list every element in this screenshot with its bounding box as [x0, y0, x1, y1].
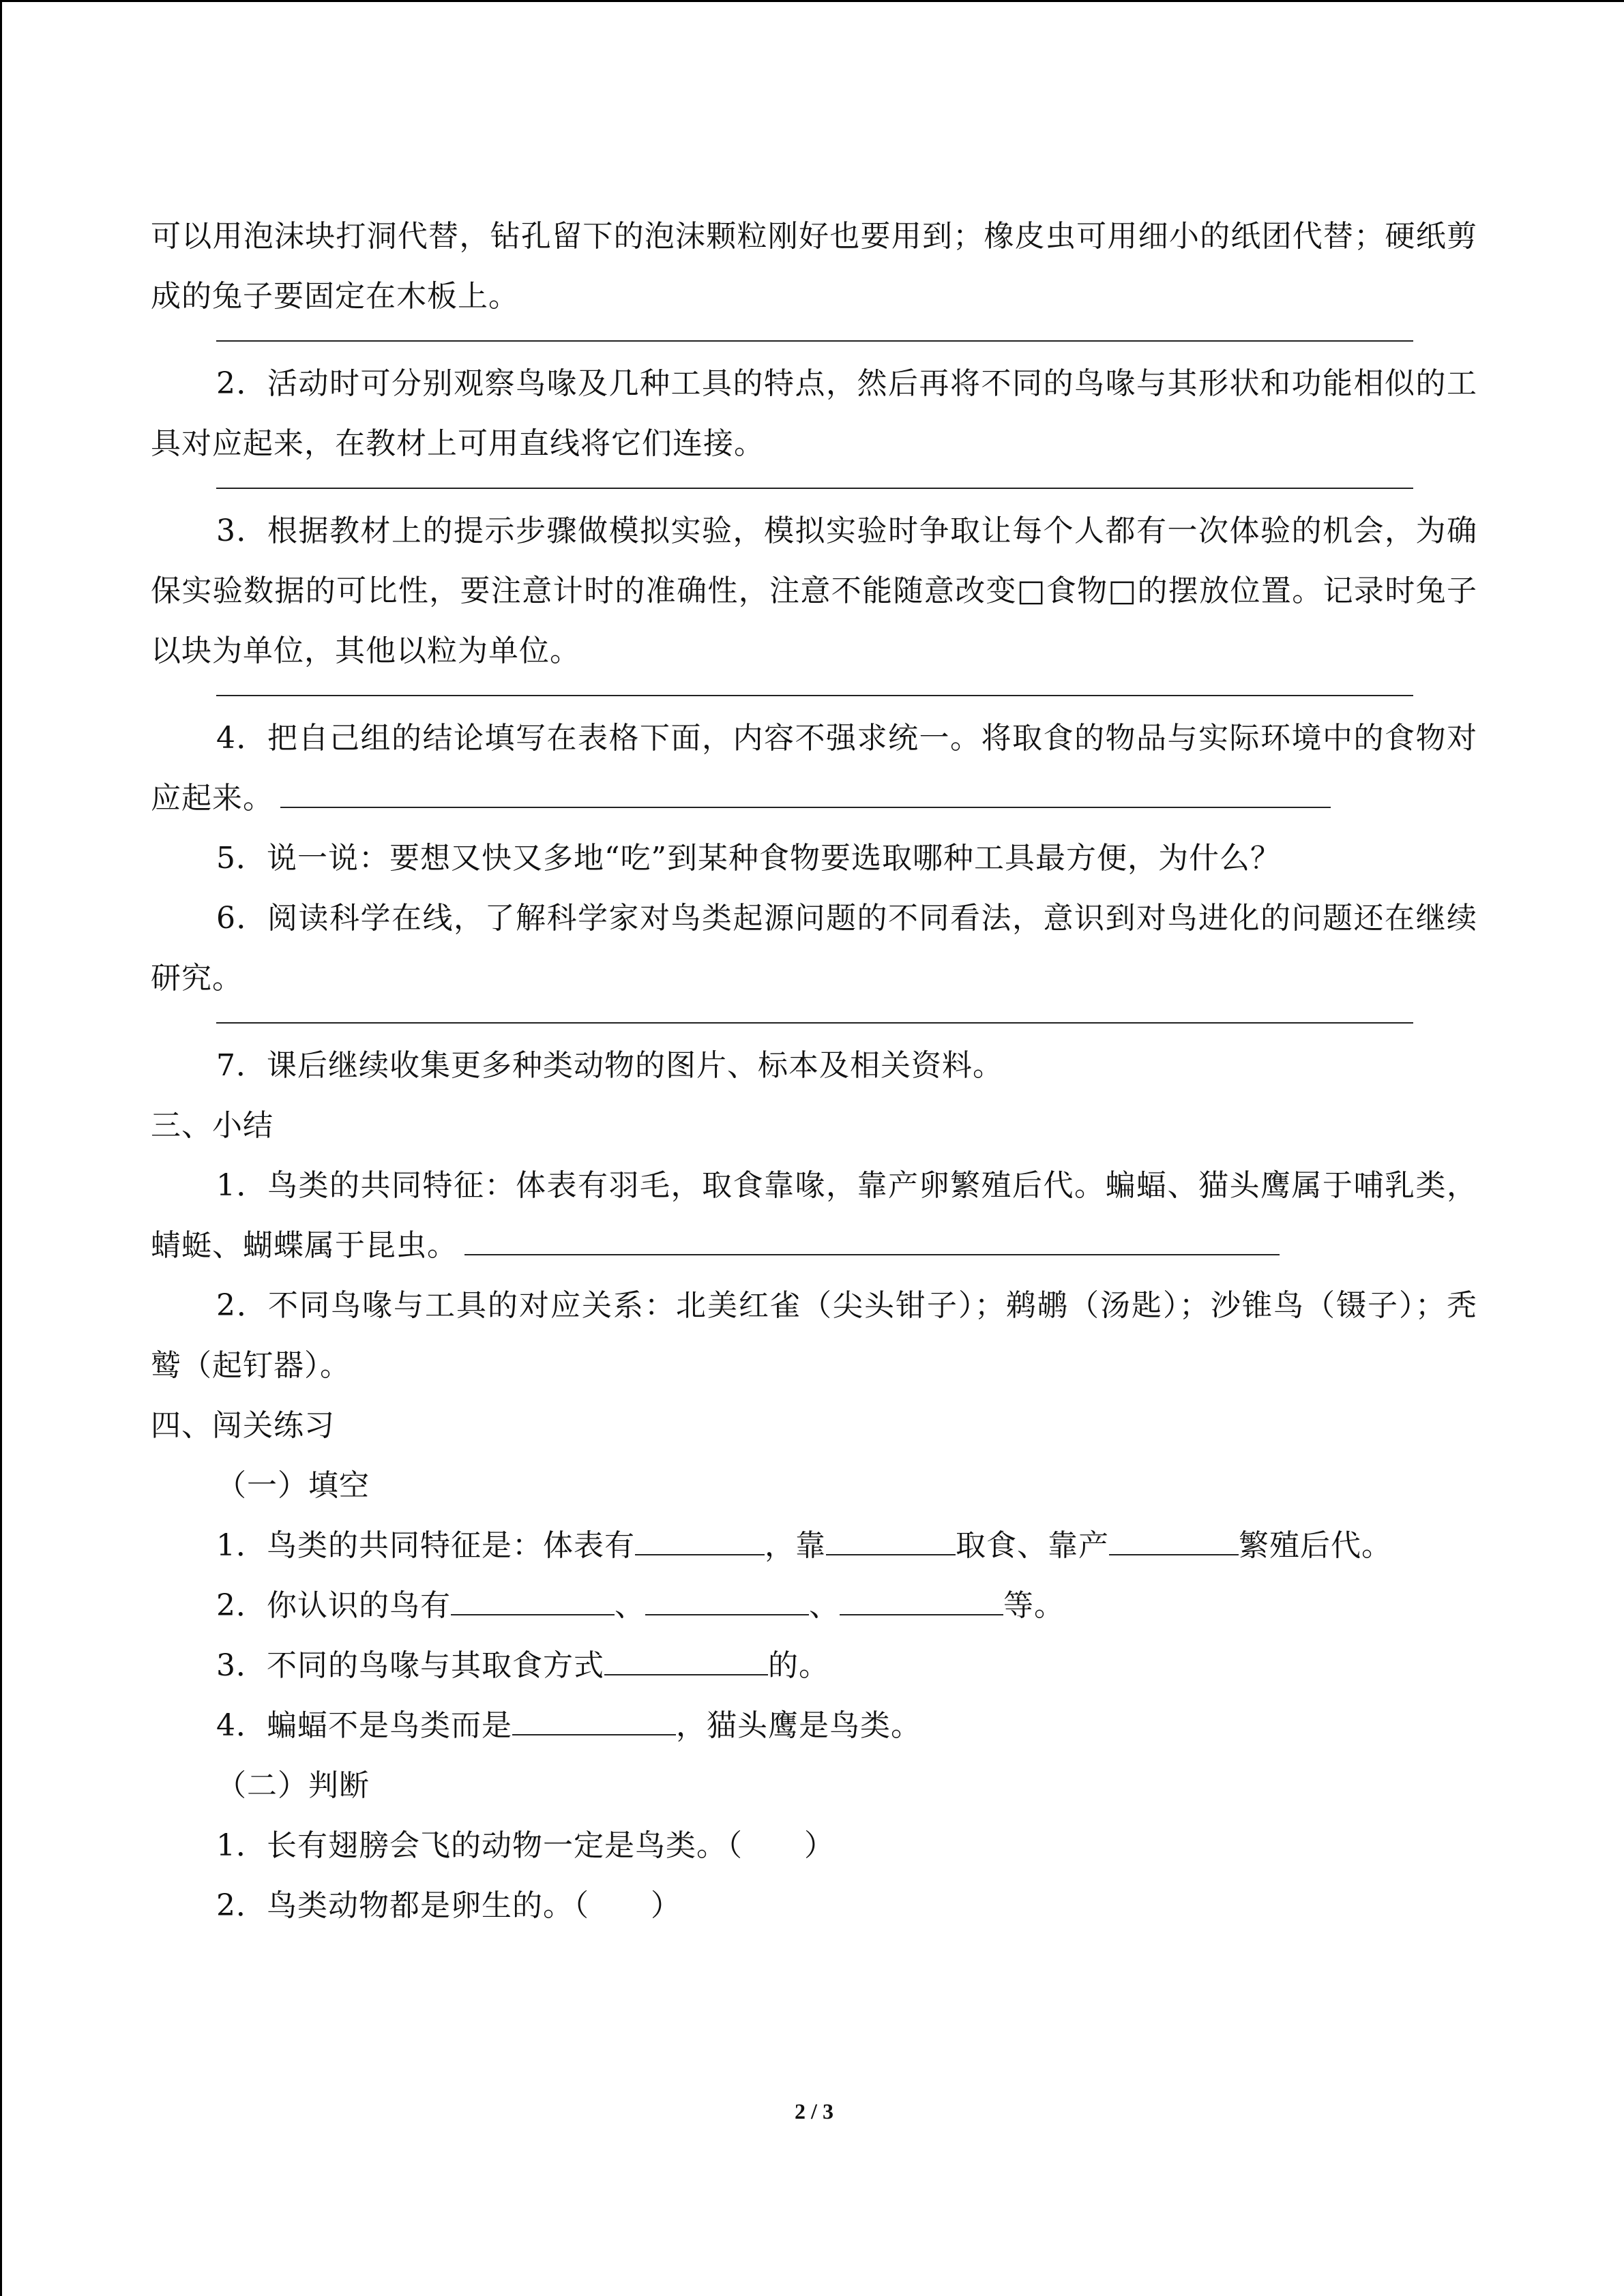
fill-blank — [826, 1530, 956, 1555]
page-number: 2 / 3 — [795, 2099, 833, 2123]
section-heading-practice: 四、闯关练习 — [151, 1408, 335, 1443]
paragraph-step-2: 2．活动时可分别观察鸟喙及几种工具的特点，然后再将不同的鸟喙与其形状和功能相似的工具对应起来，在教材上可用直线将它们连接。 — [151, 366, 1477, 461]
fill-blank — [645, 1590, 809, 1615]
divider-line — [151, 474, 1477, 501]
fill-question-3: 3．不同的鸟喙与其取食方式 的。 — [216, 1648, 829, 1683]
divider-line — [151, 327, 1477, 354]
fill-question-1: 1．鸟类的共同特征是：体表有 ，靠 取食、靠产 繁殖后代。 — [216, 1528, 1392, 1563]
judge-question-2: 2．鸟类动物都是卵生的。（ ） — [216, 1888, 681, 1923]
paragraph-step-4: 4．把自己组的结论填写在表格下面，内容不强求统一。将取食的物品与实际环境中的食物对应起来。 — [151, 721, 1477, 816]
subsection-heading-judge: （二）判断 — [216, 1768, 370, 1803]
paragraph-step-6: 6．阅读科学在线，了解科学家对鸟类起源问题的不同看法，意识到对鸟进化的问题还在继续研究。 — [151, 901, 1477, 996]
fill-blank — [635, 1530, 765, 1555]
fill-blank — [840, 1590, 1003, 1615]
fill-question-4: 4．蝙蝠不是鸟类而是 ，猫头鹰是鸟类。 — [216, 1708, 921, 1743]
paragraph-step-3: 3．根据教材上的提示步骤做模拟实验，模拟实验时争取让每个人都有一次体验的机会，为确保实验数据的可比性，要注意计时的准确性，注意不能随意改变□食物□的摆放位置。记录时兔子以块为单位，其他以粒为单位。 — [151, 513, 1477, 668]
summary-item-1: 1．鸟类的共同特征：体表有羽毛，取食靠喙，靠产卵繁殖后代。蝙蝠、猫头鹰属于哺乳类，蜻蜓、蝴蝶属于昆虫。 — [151, 1168, 1477, 1263]
divider-line — [151, 681, 1477, 709]
judge-question-1: 1．长有翅膀会飞的动物一定是鸟类。（ ） — [216, 1828, 835, 1863]
subsection-heading-fill: （一）填空 — [216, 1468, 370, 1503]
fill-blank — [512, 1710, 676, 1735]
divider-line — [151, 1009, 1477, 1036]
fill-question-2: 2．你认识的鸟有 、 、 等。 — [216, 1588, 1065, 1623]
fill-blank — [604, 1650, 768, 1675]
fill-blank — [1109, 1530, 1239, 1555]
paragraph-continuation: 可以用泡沫块打洞代替，钻孔留下的泡沫颗粒刚好也要用到；橡皮虫可用细小的纸团代替；硬纸剪成的兔子要固定在木板上。 — [151, 219, 1477, 314]
paragraph-step-7: 7．课后继续收集更多种类动物的图片、标本及相关资料。 — [216, 1048, 1003, 1083]
section-heading-summary: 三、小结 — [151, 1108, 274, 1143]
answer-line — [280, 782, 1331, 808]
summary-item-2: 2．不同鸟喙与工具的对应关系：北美红雀（尖头钳子）；鹈鹕（汤匙）；沙锥鸟（镊子）；秃鹫（起钉器）。 — [151, 1288, 1477, 1383]
fill-blank — [451, 1590, 615, 1615]
paragraph-step-5: 5．说一说：要想又快又多地“吃”到某种食物要选取哪种工具最方便，为什么？ — [216, 841, 1281, 876]
answer-line — [464, 1229, 1280, 1255]
document-body — [151, 207, 1477, 1936]
